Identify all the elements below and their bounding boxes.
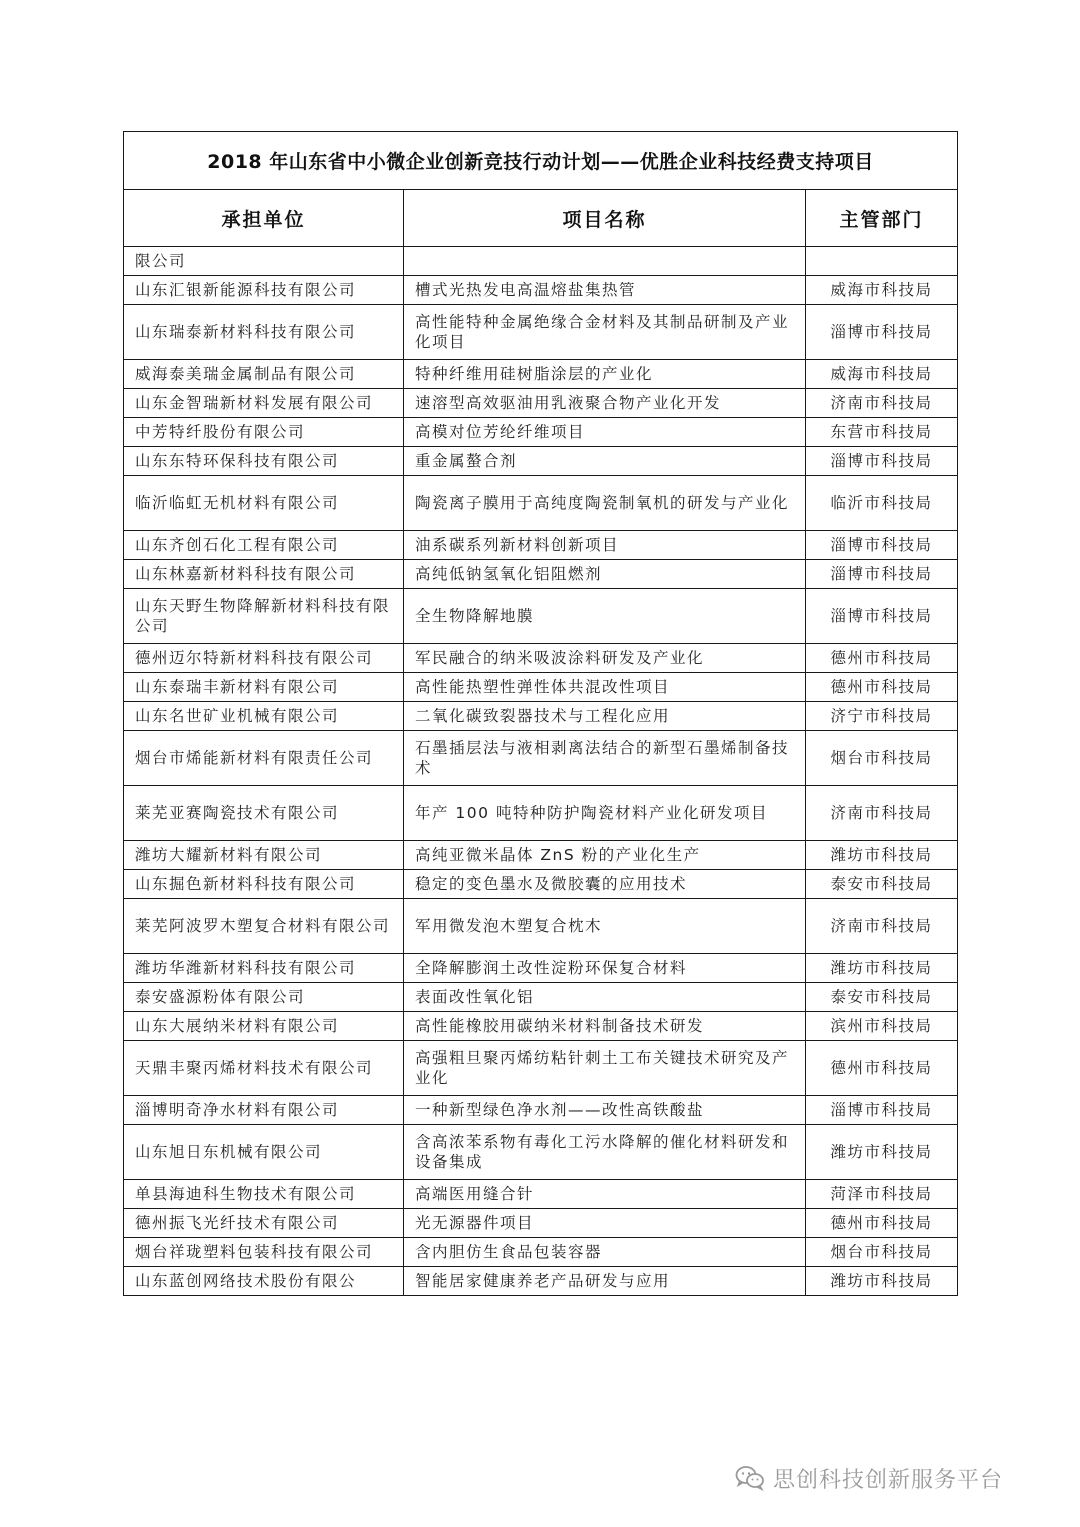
cell-project: 表面改性氧化铝 (404, 983, 806, 1012)
table-row (124, 1238, 958, 1267)
table-row (124, 702, 958, 731)
cell-project: 稳定的变色墨水及微胶囊的应用技术 (404, 870, 806, 899)
cell-department: 东营市科技局 (806, 418, 958, 447)
cell-department: 德州市科技局 (806, 673, 958, 702)
cell-department: 泰安市科技局 (806, 870, 958, 899)
cell-company: 山东天野生物降解新材料科技有限公司 (124, 589, 404, 644)
table-row (124, 731, 958, 786)
cell-project: 特种纤维用硅树脂涂层的产业化 (404, 360, 806, 389)
cell-company: 山东旭日东机械有限公司 (124, 1125, 404, 1180)
cell-project: 智能居家健康养老产品研发与应用 (404, 1267, 806, 1296)
header-department: 主管部门 (806, 190, 958, 247)
cell-department: 潍坊市科技局 (806, 841, 958, 870)
cell-project: 全降解膨润土改性淀粉环保复合材料 (404, 954, 806, 983)
cell-department: 德州市科技局 (806, 1209, 958, 1238)
cell-project: 二氧化碳致裂器技术与工程化应用 (404, 702, 806, 731)
cell-department: 济南市科技局 (806, 899, 958, 954)
cell-company: 潍坊大耀新材料有限公司 (124, 841, 404, 870)
cell-company: 泰安盛源粉体有限公司 (124, 983, 404, 1012)
table-row (124, 531, 958, 560)
cell-company: 淄博明奇净水材料有限公司 (124, 1096, 404, 1125)
table-row (124, 899, 958, 954)
table-row (124, 644, 958, 673)
cell-company: 威海泰美瑞金属制品有限公司 (124, 360, 404, 389)
cell-project: 石墨插层法与液相剥离法结合的新型石墨烯制备技术 (404, 731, 806, 786)
table-row (124, 389, 958, 418)
cell-project: 年产 100 吨特种防护陶瓷材料产业化研发项目 (404, 786, 806, 841)
cell-company: 山东齐创石化工程有限公司 (124, 531, 404, 560)
cell-company: 山东泰瑞丰新材料有限公司 (124, 673, 404, 702)
cell-project: 光无源器件项目 (404, 1209, 806, 1238)
cell-department: 泰安市科技局 (806, 983, 958, 1012)
watermark (735, 1458, 1055, 1498)
cell-department: 滨州市科技局 (806, 1012, 958, 1041)
table-row (124, 360, 958, 389)
table-row (124, 476, 958, 531)
cell-company: 单县海迪科生物技术有限公司 (124, 1180, 404, 1209)
cell-company: 莱芜阿波罗木塑复合材料有限公司 (124, 899, 404, 954)
table-row (124, 870, 958, 899)
table-row (124, 786, 958, 841)
cell-company: 限公司 (124, 247, 404, 276)
cell-company: 天鼎丰聚丙烯材料技术有限公司 (124, 1041, 404, 1096)
header-company: 承担单位 (124, 190, 404, 247)
cell-company: 山东蓝创网络技术股份有限公 (124, 1267, 404, 1296)
cell-department: 潍坊市科技局 (806, 1125, 958, 1180)
cell-company: 烟台市烯能新材料有限责任公司 (124, 731, 404, 786)
cell-company: 山东名世矿业机械有限公司 (124, 702, 404, 731)
cell-project: 油系碳系列新材料创新项目 (404, 531, 806, 560)
cell-company: 德州振飞光纤技术有限公司 (124, 1209, 404, 1238)
table-row (124, 589, 958, 644)
cell-department: 淄博市科技局 (806, 1096, 958, 1125)
cell-department: 烟台市科技局 (806, 1238, 958, 1267)
cell-company: 中芳特纤股份有限公司 (124, 418, 404, 447)
table-row (124, 1267, 958, 1296)
cell-company: 山东掘色新材料科技有限公司 (124, 870, 404, 899)
cell-project: 高性能热塑性弹性体共混改性项目 (404, 673, 806, 702)
cell-project: 槽式光热发电高温熔盐集热管 (404, 276, 806, 305)
table-row (124, 560, 958, 589)
cell-department: 威海市科技局 (806, 276, 958, 305)
table-row (124, 954, 958, 983)
table-row (124, 447, 958, 476)
cell-department: 德州市科技局 (806, 1041, 958, 1096)
cell-department: 潍坊市科技局 (806, 954, 958, 983)
cell-company: 山东金智瑞新材料发展有限公司 (124, 389, 404, 418)
table-row (124, 418, 958, 447)
cell-project: 全生物降解地膜 (404, 589, 806, 644)
table-row (124, 1096, 958, 1125)
cell-company: 山东大展纳米材料有限公司 (124, 1012, 404, 1041)
cell-department: 济南市科技局 (806, 786, 958, 841)
cell-project: 军用微发泡木塑复合枕木 (404, 899, 806, 954)
cell-project: 高性能特种金属绝缘合金材料及其制品研制及产业化项目 (404, 305, 806, 360)
cell-department: 威海市科技局 (806, 360, 958, 389)
cell-project: 高纯亚微米晶体 ZnS 粉的产业化生产 (404, 841, 806, 870)
cell-department (806, 247, 958, 276)
cell-department: 德州市科技局 (806, 644, 958, 673)
cell-department: 淄博市科技局 (806, 447, 958, 476)
cell-project: 高强粗旦聚丙烯纺粘针刺土工布关键技术研究及产业化 (404, 1041, 806, 1096)
cell-department: 济南市科技局 (806, 389, 958, 418)
table-row (124, 247, 958, 276)
watermark-text: 思创科技创新服务平台 (773, 1467, 1004, 1493)
cell-project: 高性能橡胶用碳纳米材料制备技术研发 (404, 1012, 806, 1041)
cell-company: 临沂临虹无机材料有限公司 (124, 476, 404, 531)
table-row (124, 1209, 958, 1238)
cell-project: 一种新型绿色净水剂——改性高铁酸盐 (404, 1096, 806, 1125)
table-row (124, 1180, 958, 1209)
wechat-icon (735, 1465, 765, 1491)
cell-project: 重金属螯合剂 (404, 447, 806, 476)
cell-project: 速溶型高效驱油用乳液聚合物产业化开发 (404, 389, 806, 418)
cell-company: 山东东特环保科技有限公司 (124, 447, 404, 476)
table-row (124, 983, 958, 1012)
cell-project: 高模对位芳纶纤维项目 (404, 418, 806, 447)
table-row (124, 305, 958, 360)
project-table (123, 131, 958, 1296)
table-body (124, 247, 958, 1296)
cell-company: 德州迈尔特新材料科技有限公司 (124, 644, 404, 673)
cell-company: 潍坊华潍新材料科技有限公司 (124, 954, 404, 983)
cell-department: 潍坊市科技局 (806, 1267, 958, 1296)
cell-company: 山东汇银新能源科技有限公司 (124, 276, 404, 305)
cell-project: 高端医用缝合针 (404, 1180, 806, 1209)
cell-company: 山东林嘉新材料科技有限公司 (124, 560, 404, 589)
header-project: 项目名称 (404, 190, 806, 247)
cell-department: 淄博市科技局 (806, 560, 958, 589)
cell-project: 高纯低钠氢氧化铝阻燃剂 (404, 560, 806, 589)
cell-department: 济宁市科技局 (806, 702, 958, 731)
cell-company: 山东瑞泰新材料科技有限公司 (124, 305, 404, 360)
cell-department: 临沂市科技局 (806, 476, 958, 531)
cell-company: 烟台祥珑塑料包装科技有限公司 (124, 1238, 404, 1267)
cell-project: 陶瓷离子膜用于高纯度陶瓷制氧机的研发与产业化 (404, 476, 806, 531)
cell-project: 含高浓苯系物有毒化工污水降解的催化材料研发和设备集成 (404, 1125, 806, 1180)
cell-project (404, 247, 806, 276)
cell-project: 军民融合的纳米吸波涂料研发及产业化 (404, 644, 806, 673)
table-row (124, 673, 958, 702)
cell-department: 淄博市科技局 (806, 589, 958, 644)
cell-project: 含内胆仿生食品包装容器 (404, 1238, 806, 1267)
table-row (124, 1125, 958, 1180)
table-row (124, 841, 958, 870)
table-row (124, 1012, 958, 1041)
cell-department: 菏泽市科技局 (806, 1180, 958, 1209)
table-row (124, 276, 958, 305)
cell-company: 莱芜亚赛陶瓷技术有限公司 (124, 786, 404, 841)
table-title: 2018 年山东省中小微企业创新竞技行动计划——优胜企业科技经费支持项目 (124, 132, 958, 190)
cell-department: 烟台市科技局 (806, 731, 958, 786)
cell-department: 淄博市科技局 (806, 531, 958, 560)
cell-department: 淄博市科技局 (806, 305, 958, 360)
table-row (124, 1041, 958, 1096)
